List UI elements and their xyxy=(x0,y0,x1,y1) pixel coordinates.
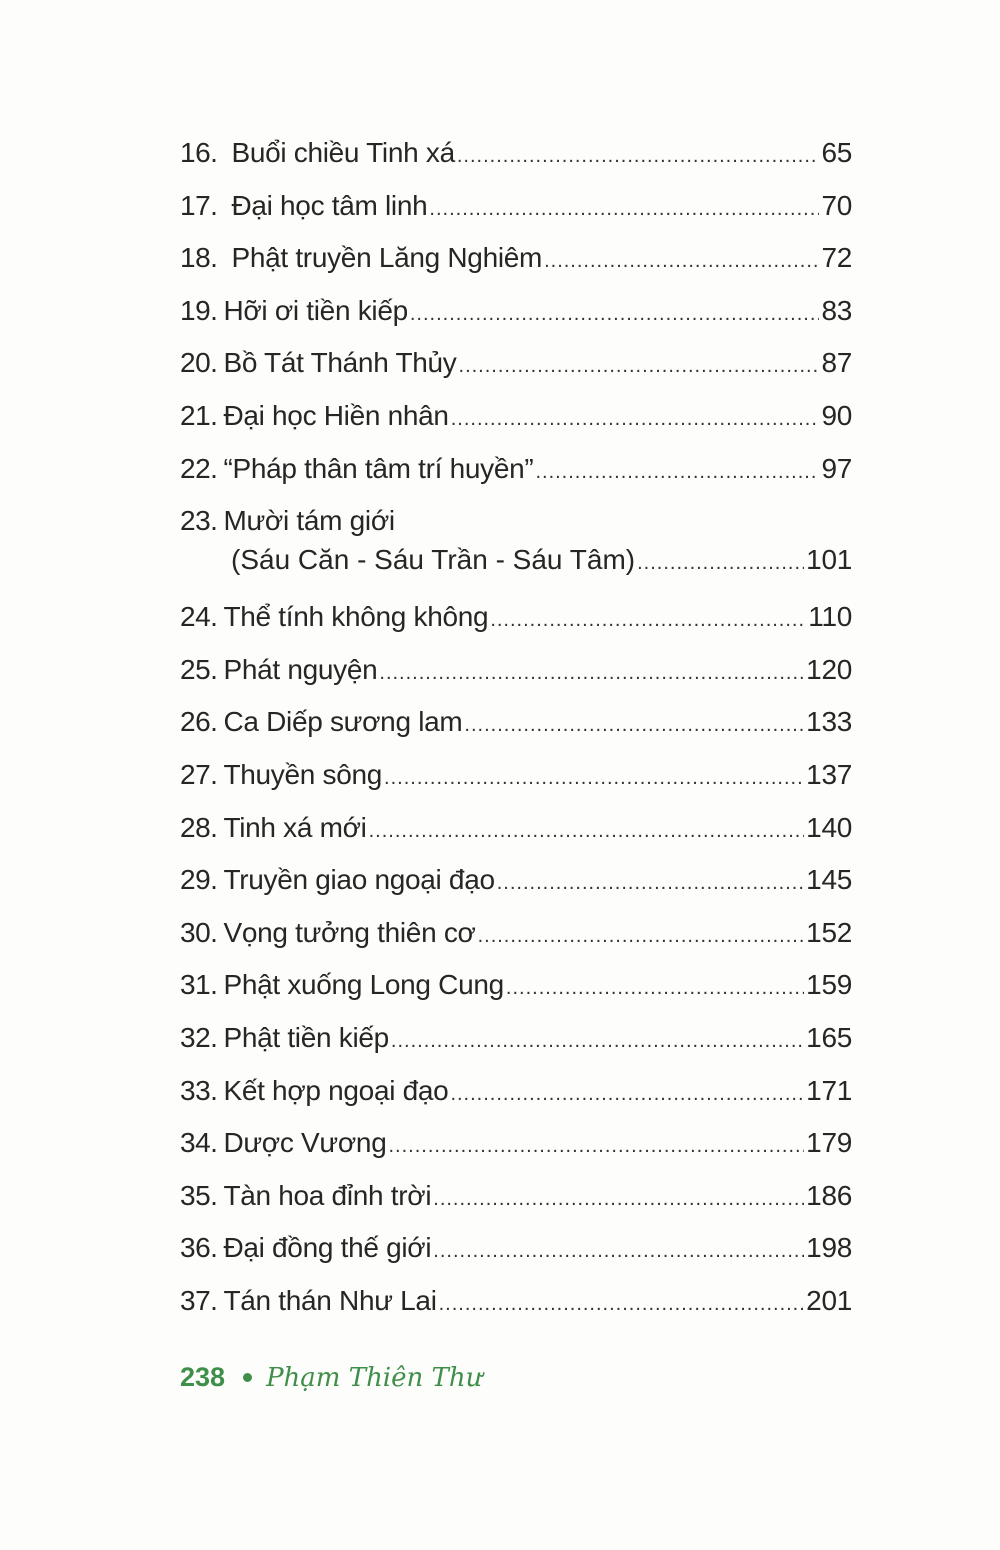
author-name: Phạm Thiên Thư xyxy=(266,1362,483,1393)
toc-entry[interactable] xyxy=(180,180,852,233)
dot-leader xyxy=(384,752,804,805)
entry-number: 24. xyxy=(180,601,218,633)
dot-leader xyxy=(497,857,804,910)
bullet-separator xyxy=(243,1373,252,1382)
entry-page: 186 xyxy=(806,1179,852,1211)
page-number: 238 xyxy=(180,1362,226,1392)
dot-leader xyxy=(535,446,819,499)
entry-page: 97 xyxy=(821,452,852,484)
entry-number: 25. xyxy=(180,653,218,685)
entry-number: 20. xyxy=(180,347,218,379)
dot-leader xyxy=(464,699,804,752)
dot-leader xyxy=(433,1225,804,1278)
toc-entry[interactable] xyxy=(180,1012,852,1065)
dot-leader xyxy=(369,805,805,858)
entry-title: “Pháp thân tâm trí huyền” xyxy=(223,452,534,484)
entry-number: 35. xyxy=(180,1179,218,1211)
entry-page: 133 xyxy=(806,706,852,738)
toc-entry[interactable] xyxy=(180,285,852,338)
entry-page: 90 xyxy=(821,399,852,431)
dot-leader xyxy=(459,340,820,393)
entry-number: 19. xyxy=(180,294,218,326)
entry-number: 27. xyxy=(180,758,218,790)
dot-leader xyxy=(391,1015,804,1068)
toc-entry[interactable] xyxy=(180,802,852,855)
toc-entry[interactable] xyxy=(180,1170,852,1223)
entry-title: Bồ Tát Thánh Thủy xyxy=(223,347,457,379)
dot-leader xyxy=(451,393,820,446)
toc-entry[interactable] xyxy=(180,1222,852,1275)
entry-page: 165 xyxy=(806,1021,852,1053)
entry-page: 70 xyxy=(821,189,852,221)
entry-number: 30. xyxy=(180,916,218,948)
entry-page: 87 xyxy=(821,347,852,379)
entry-title: Thể tính không không xyxy=(223,601,489,633)
entry-number: 34. xyxy=(180,1127,218,1159)
entry-page: 198 xyxy=(806,1232,852,1264)
dot-leader xyxy=(506,962,804,1015)
entry-title: Phật tiền kiếp xyxy=(223,1021,389,1053)
dot-leader xyxy=(410,288,820,341)
toc-entry[interactable] xyxy=(180,644,852,697)
table-of-contents xyxy=(180,127,852,1327)
entry-title: Buổi chiều Tinh xá xyxy=(231,137,455,168)
dot-leader xyxy=(379,647,804,700)
dot-leader xyxy=(457,130,820,183)
entry-title: Truyền giao ngoại đạo xyxy=(223,864,495,896)
entry-title: Dược Vương xyxy=(223,1127,387,1159)
dot-leader xyxy=(388,1120,804,1173)
entry-number: 23. xyxy=(180,505,218,537)
entry-page: 145 xyxy=(806,864,852,896)
entry-page: 140 xyxy=(806,811,852,843)
dot-leader xyxy=(637,541,804,585)
entry-title: Đại học tâm linh xyxy=(231,189,428,221)
toc-entry[interactable] xyxy=(180,232,852,285)
entry-title: Đại học Hiền nhân xyxy=(223,399,449,431)
entry-title: Mười tám giới xyxy=(223,505,395,537)
entry-page: 171 xyxy=(806,1074,852,1106)
entry-number: 18. xyxy=(180,242,218,274)
entry-number: 22. xyxy=(180,452,218,484)
entry-number: 16. xyxy=(180,137,218,168)
entry-subtitle: (Sáu Căn - Sáu Trần - Sáu Tâm) xyxy=(231,544,636,576)
dot-leader xyxy=(490,594,806,647)
toc-entry[interactable] xyxy=(180,1117,852,1170)
entry-title: Đại đồng thế giới xyxy=(223,1232,432,1264)
toc-entry[interactable] xyxy=(180,127,852,180)
toc-entry[interactable] xyxy=(180,1065,852,1118)
toc-entry[interactable] xyxy=(180,495,852,591)
entry-page: 179 xyxy=(806,1127,852,1159)
toc-entry[interactable] xyxy=(180,337,852,390)
dot-leader xyxy=(544,235,819,288)
entry-number: 28. xyxy=(180,811,218,843)
toc-entry[interactable] xyxy=(180,749,852,802)
entry-number: 31. xyxy=(180,969,218,1001)
entry-page: 159 xyxy=(806,969,852,1001)
entry-number: 33. xyxy=(180,1074,218,1106)
entry-number: 17. xyxy=(180,189,218,221)
toc-entry[interactable] xyxy=(180,1275,852,1328)
entry-page: 137 xyxy=(806,758,852,790)
entry-title: Phật xuống Long Cung xyxy=(223,969,504,1001)
dot-leader xyxy=(478,910,805,963)
entry-number: 26. xyxy=(180,706,218,738)
toc-entry[interactable] xyxy=(180,591,852,644)
toc-entry[interactable] xyxy=(180,907,852,960)
entry-title: Kết hợp ngoại đạo xyxy=(223,1074,449,1106)
entry-page: 152 xyxy=(806,916,852,948)
entry-page: 83 xyxy=(821,294,852,326)
entry-title: Vọng tưởng thiên cơ xyxy=(223,916,476,948)
entry-number: 37. xyxy=(180,1284,218,1316)
toc-entry[interactable] xyxy=(180,696,852,749)
dot-leader xyxy=(439,1278,805,1331)
entry-title: Phật truyền Lăng Nghiêm xyxy=(231,242,543,274)
entry-title: Tàn hoa đỉnh trời xyxy=(223,1179,432,1211)
page-footer xyxy=(180,1362,482,1393)
entry-number: 21. xyxy=(180,399,218,431)
entry-page: 101 xyxy=(806,544,852,576)
entry-title: Phát nguyện xyxy=(223,653,378,685)
entry-title: Tán thán Như Lai xyxy=(223,1284,437,1316)
toc-entry[interactable] xyxy=(180,443,852,496)
entry-title: Hỡi ơi tiền kiếp xyxy=(223,294,408,326)
entry-number: 36. xyxy=(180,1232,218,1264)
entry-page: 65 xyxy=(821,137,852,168)
dot-leader xyxy=(433,1173,804,1226)
entry-number: 32. xyxy=(180,1021,218,1053)
toc-entry[interactable] xyxy=(180,854,852,907)
dot-leader xyxy=(450,1068,804,1121)
entry-title: Thuyền sông xyxy=(223,758,383,790)
dot-leader xyxy=(429,183,819,236)
entry-page: 72 xyxy=(821,242,852,274)
entry-page: 110 xyxy=(808,601,852,633)
entry-title: Ca Diếp sương lam xyxy=(223,706,463,738)
toc-entry[interactable] xyxy=(180,390,852,443)
entry-page: 120 xyxy=(806,653,852,685)
entry-number: 29. xyxy=(180,864,218,896)
entry-title: Tinh xá mới xyxy=(223,811,367,843)
toc-entry[interactable] xyxy=(180,959,852,1012)
entry-page: 201 xyxy=(806,1284,852,1316)
